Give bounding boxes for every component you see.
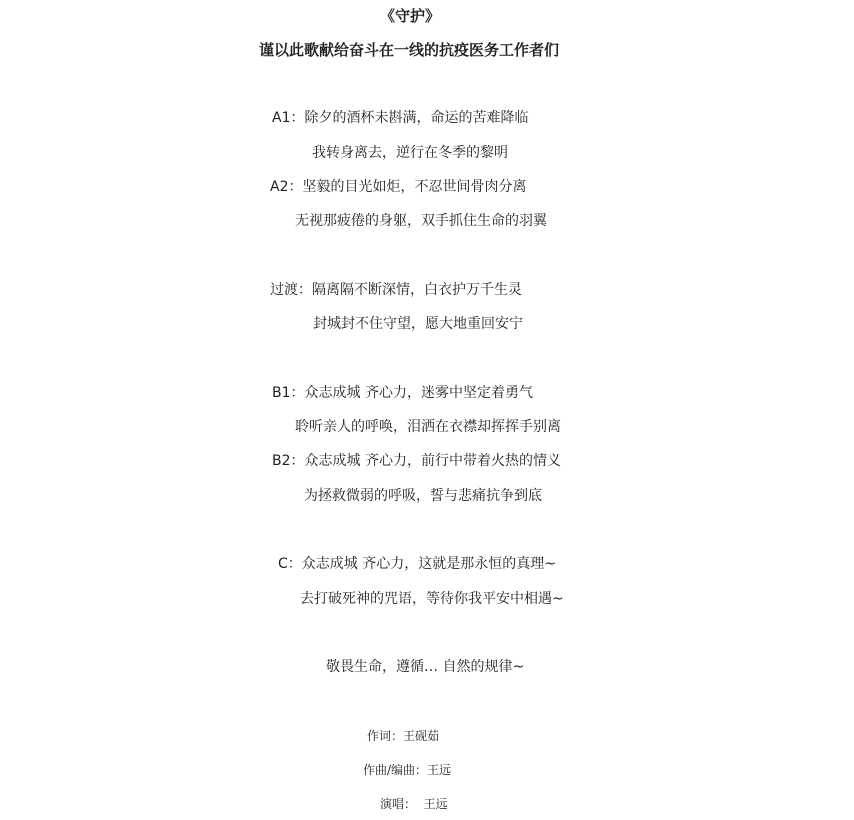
lyric-line-c-2: 去打破死神的咒语，等待你我平安中相遇~ [300, 591, 564, 607]
credit-lyricist: 作词：王砚茹 [367, 729, 440, 743]
lyric-line-a1-2: 我转身离去，逆行在冬季的黎明 [312, 145, 508, 161]
credit-composer: 作曲/编曲：王远 [363, 763, 452, 777]
lyric-line-b1-2: 聆听亲人的呼唤，泪洒在衣襟却挥挥手别离 [295, 419, 561, 435]
lyric-line-a2-1: A2：坚毅的目光如炬，不忍世间骨肉分离 [270, 179, 527, 195]
lyric-line-a2-2: 无视那疲倦的身躯，双手抓住生命的羽翼 [295, 213, 547, 229]
lyric-line-outro: 敬畏生命，遵循… 自然的规律~ [326, 659, 525, 675]
lyric-line-b1-1: B1：众志成城 齐心力，迷雾中坚定着勇气 [272, 385, 533, 401]
credit-singer: 演唱： 王远 [380, 797, 448, 811]
lyric-line-b2-1: B2：众志成城 齐心力，前行中带着火热的情义 [272, 453, 561, 469]
lyric-line-c-1: C：众志成城 齐心力，这就是那永恒的真理~ [278, 556, 556, 572]
lyric-line-b2-2: 为拯救微弱的呼吸，誓与悲痛抗争到底 [304, 488, 542, 504]
lyric-line-bridge-2: 封城封不住守望，愿大地重回安宁 [313, 316, 523, 332]
song-title: 《守护》 [380, 7, 441, 25]
lyric-line-a1-1: A1：除夕的酒杯未斟满，命运的苦难降临 [272, 110, 529, 126]
dedication-subtitle: 谨以此歌献给奋斗在一线的抗疫医务工作者们 [259, 41, 560, 59]
lyric-line-bridge-1: 过渡：隔离隔不断深情，白衣护万千生灵 [270, 282, 522, 298]
